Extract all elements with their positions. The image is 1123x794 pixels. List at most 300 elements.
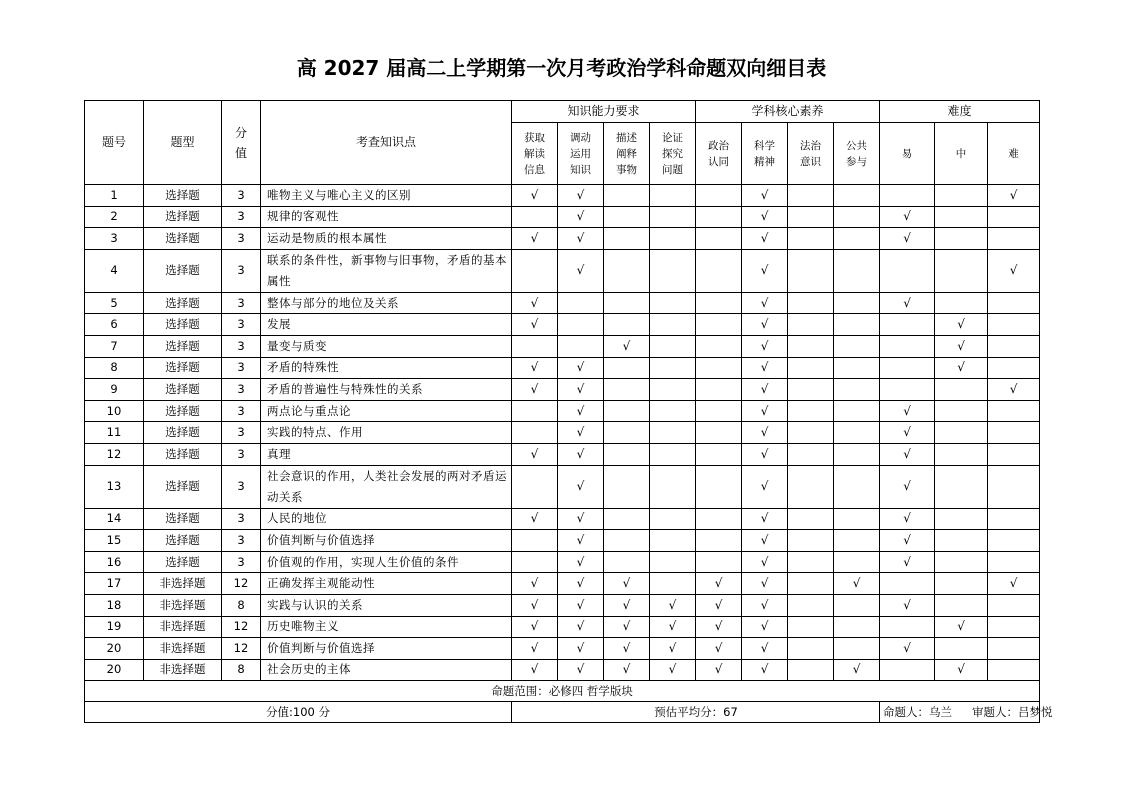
- check-mark: [696, 551, 742, 573]
- header-ability-1: [512, 123, 558, 185]
- check-mark: [696, 508, 742, 530]
- row-knowledge-point: 量变与质变: [261, 335, 512, 357]
- check-mark: [604, 357, 650, 379]
- check-mark: [834, 357, 880, 379]
- header-no: 题号: [85, 101, 144, 185]
- table-row: [85, 573, 1040, 595]
- check-mark: √: [558, 508, 604, 530]
- header-difficulty-1-text: 易: [901, 147, 913, 160]
- check-mark: [604, 314, 650, 336]
- check-mark: [604, 228, 650, 250]
- check-mark: [788, 400, 834, 422]
- table-row: [85, 249, 1040, 292]
- check-mark: [650, 465, 696, 508]
- check-mark: [788, 573, 834, 595]
- check-mark: √: [512, 659, 558, 681]
- row-question-type: 选择题: [144, 400, 222, 422]
- check-mark: √: [696, 659, 742, 681]
- footer-reviewer: 审题人：吕梦悦: [972, 704, 1053, 719]
- row-number: 4: [85, 249, 144, 292]
- check-mark: [696, 530, 742, 552]
- check-mark: [834, 379, 880, 401]
- check-mark: [650, 185, 696, 207]
- check-mark: √: [988, 249, 1040, 292]
- check-mark: √: [558, 659, 604, 681]
- row-knowledge-point: 价值观的作用，实现人生价值的条件: [261, 551, 512, 573]
- check-mark: [604, 400, 650, 422]
- check-mark: √: [742, 616, 788, 638]
- check-mark: √: [834, 573, 880, 595]
- row-score: 8: [222, 594, 261, 616]
- header-difficulty-3-text: 难: [1008, 147, 1019, 160]
- check-mark: [650, 443, 696, 465]
- check-mark: [880, 335, 935, 357]
- check-mark: √: [650, 659, 696, 681]
- check-mark: [935, 465, 988, 508]
- row-question-type: 选择题: [144, 292, 222, 314]
- row-number: 1: [85, 185, 144, 207]
- check-mark: [788, 443, 834, 465]
- check-mark: √: [558, 206, 604, 228]
- check-mark: [512, 335, 558, 357]
- check-mark: [788, 292, 834, 314]
- footer-total: 分值:100 分: [85, 702, 512, 723]
- check-mark: √: [880, 443, 935, 465]
- header-group-literacy: 学科核心素养: [696, 101, 880, 123]
- check-mark: √: [512, 616, 558, 638]
- row-number: 14: [85, 508, 144, 530]
- check-mark: [988, 400, 1040, 422]
- table-row: [85, 357, 1040, 379]
- row-knowledge-point: 价值判断与价值选择: [261, 638, 512, 660]
- header-difficulty-3: [988, 123, 1040, 185]
- check-mark: [788, 335, 834, 357]
- check-mark: [650, 314, 696, 336]
- check-mark: √: [696, 616, 742, 638]
- check-mark: [788, 594, 834, 616]
- check-mark: [696, 292, 742, 314]
- row-score: 3: [222, 228, 261, 250]
- check-mark: [650, 400, 696, 422]
- row-number: 13: [85, 465, 144, 508]
- check-mark: [650, 573, 696, 595]
- check-mark: [604, 292, 650, 314]
- check-mark: [834, 335, 880, 357]
- row-knowledge-point: 发展: [261, 314, 512, 336]
- check-mark: [935, 594, 988, 616]
- table-row: [85, 422, 1040, 444]
- row-question-type: 选择题: [144, 443, 222, 465]
- check-mark: [834, 638, 880, 660]
- check-mark: [788, 185, 834, 207]
- check-mark: [988, 616, 1040, 638]
- row-knowledge-point: 真理: [261, 443, 512, 465]
- header-ability-2: [558, 123, 604, 185]
- check-mark: [988, 228, 1040, 250]
- row-question-type: 选择题: [144, 465, 222, 508]
- row-question-type: 非选择题: [144, 659, 222, 681]
- check-mark: √: [558, 551, 604, 573]
- check-mark: √: [558, 638, 604, 660]
- header-ability-3: [604, 123, 650, 185]
- check-mark: √: [834, 659, 880, 681]
- check-mark: √: [604, 594, 650, 616]
- check-mark: [604, 249, 650, 292]
- footer-author: 命题人：乌兰: [883, 704, 953, 719]
- table-row: [85, 443, 1040, 465]
- check-mark: √: [742, 379, 788, 401]
- check-mark: √: [558, 228, 604, 250]
- row-score: 3: [222, 335, 261, 357]
- row-score: 3: [222, 508, 261, 530]
- check-mark: [988, 638, 1040, 660]
- header-literacy-4: [834, 123, 880, 185]
- check-mark: [788, 228, 834, 250]
- check-mark: [696, 465, 742, 508]
- check-mark: [834, 422, 880, 444]
- check-mark: √: [512, 357, 558, 379]
- check-mark: [988, 206, 1040, 228]
- check-mark: √: [696, 594, 742, 616]
- row-score: 3: [222, 292, 261, 314]
- check-mark: [650, 206, 696, 228]
- check-mark: [696, 206, 742, 228]
- check-mark: [512, 465, 558, 508]
- row-number: 7: [85, 335, 144, 357]
- row-number: 20: [85, 659, 144, 681]
- header-score: [222, 101, 261, 185]
- check-mark: [696, 185, 742, 207]
- specification-table: [84, 100, 1053, 723]
- check-mark: √: [558, 379, 604, 401]
- row-question-type: 选择题: [144, 228, 222, 250]
- header-literacy-2: [742, 123, 788, 185]
- row-score: 3: [222, 443, 261, 465]
- check-mark: [696, 422, 742, 444]
- check-mark: [834, 530, 880, 552]
- check-mark: [696, 314, 742, 336]
- check-mark: √: [558, 443, 604, 465]
- table-row: [85, 465, 1040, 508]
- footer-people: [880, 702, 1053, 723]
- check-mark: √: [558, 594, 604, 616]
- header-score-text: 分值: [234, 125, 247, 160]
- check-mark: [988, 508, 1040, 530]
- row-number: 18: [85, 594, 144, 616]
- check-mark: [880, 185, 935, 207]
- row-knowledge-point: 规律的客观性: [261, 206, 512, 228]
- table-row: [85, 185, 1040, 207]
- table-row: [85, 228, 1040, 250]
- check-mark: [834, 443, 880, 465]
- check-mark: √: [988, 573, 1040, 595]
- check-mark: √: [935, 335, 988, 357]
- row-number: 20: [85, 638, 144, 660]
- header-difficulty-2-text: 中: [955, 147, 967, 160]
- header-ability-4-text: 论证探究问题: [662, 131, 683, 176]
- check-mark: [988, 443, 1040, 465]
- check-mark: [988, 659, 1040, 681]
- row-score: 3: [222, 465, 261, 508]
- check-mark: [650, 551, 696, 573]
- check-mark: [935, 379, 988, 401]
- header-ability-1-text: 获取解读信息: [524, 131, 545, 176]
- check-mark: [512, 551, 558, 573]
- footer-row-scope: [85, 681, 1040, 702]
- row-knowledge-point: 价值判断与价值选择: [261, 530, 512, 552]
- check-mark: √: [650, 616, 696, 638]
- check-mark: √: [935, 357, 988, 379]
- check-mark: [650, 292, 696, 314]
- check-mark: √: [604, 659, 650, 681]
- header-difficulty-2: [935, 123, 988, 185]
- row-score: 12: [222, 638, 261, 660]
- row-number: 15: [85, 530, 144, 552]
- page-title: 高 2027 届高二上学期第一次月考政治学科命题双向细目表: [296, 56, 827, 80]
- table-row: [85, 594, 1040, 616]
- table-row: [85, 314, 1040, 336]
- check-mark: √: [512, 638, 558, 660]
- check-mark: [788, 638, 834, 660]
- row-question-type: 选择题: [144, 185, 222, 207]
- row-score: 3: [222, 185, 261, 207]
- table-row: [85, 379, 1040, 401]
- check-mark: √: [650, 594, 696, 616]
- row-question-type: 选择题: [144, 551, 222, 573]
- header-ability-3-text: 描述阐释事物: [616, 131, 637, 176]
- check-mark: √: [880, 530, 935, 552]
- check-mark: [788, 314, 834, 336]
- row-number: 12: [85, 443, 144, 465]
- row-question-type: 选择题: [144, 206, 222, 228]
- check-mark: √: [880, 508, 935, 530]
- table-row: [85, 292, 1040, 314]
- check-mark: [834, 185, 880, 207]
- check-mark: [834, 292, 880, 314]
- check-mark: √: [604, 638, 650, 660]
- row-number: 16: [85, 551, 144, 573]
- header-literacy-2-text: 科学精神: [754, 139, 776, 168]
- check-mark: [880, 659, 935, 681]
- row-question-type: 选择题: [144, 530, 222, 552]
- check-mark: √: [512, 228, 558, 250]
- check-mark: √: [742, 314, 788, 336]
- check-mark: √: [512, 379, 558, 401]
- check-mark: √: [935, 659, 988, 681]
- header-ability-4: [650, 123, 696, 185]
- check-mark: [834, 314, 880, 336]
- row-number: 17: [85, 573, 144, 595]
- check-mark: [988, 594, 1040, 616]
- check-mark: [988, 422, 1040, 444]
- row-number: 10: [85, 400, 144, 422]
- row-score: 3: [222, 249, 261, 292]
- row-score: 3: [222, 530, 261, 552]
- check-mark: [512, 422, 558, 444]
- check-mark: √: [604, 335, 650, 357]
- check-mark: √: [742, 508, 788, 530]
- row-number: 9: [85, 379, 144, 401]
- check-mark: [880, 379, 935, 401]
- row-question-type: 非选择题: [144, 616, 222, 638]
- footer-average: 预估平均分：67: [512, 702, 880, 723]
- check-mark: √: [742, 638, 788, 660]
- check-mark: [650, 228, 696, 250]
- check-mark: [935, 638, 988, 660]
- check-mark: [696, 379, 742, 401]
- check-mark: √: [742, 530, 788, 552]
- check-mark: √: [742, 551, 788, 573]
- table-row: [85, 400, 1040, 422]
- row-knowledge-point: 社会历史的主体: [261, 659, 512, 681]
- row-knowledge-point: 实践的特点、作用: [261, 422, 512, 444]
- check-mark: √: [742, 573, 788, 595]
- check-mark: √: [558, 185, 604, 207]
- check-mark: √: [742, 185, 788, 207]
- row-knowledge-point: 实践与认识的关系: [261, 594, 512, 616]
- check-mark: [650, 422, 696, 444]
- table-row: [85, 508, 1040, 530]
- check-mark: [935, 185, 988, 207]
- header-literacy-1-text: 政治认同: [708, 139, 730, 168]
- check-mark: [558, 335, 604, 357]
- check-mark: √: [742, 443, 788, 465]
- row-number: 11: [85, 422, 144, 444]
- check-mark: √: [880, 292, 935, 314]
- check-mark: √: [696, 573, 742, 595]
- table-row: [85, 638, 1040, 660]
- check-mark: [834, 249, 880, 292]
- check-mark: [512, 530, 558, 552]
- check-mark: √: [558, 249, 604, 292]
- check-mark: [604, 551, 650, 573]
- row-knowledge-point: 联系的条件性，新事物与旧事物，矛盾的基本属性: [261, 249, 512, 292]
- check-mark: [604, 185, 650, 207]
- check-mark: [834, 465, 880, 508]
- row-question-type: 选择题: [144, 357, 222, 379]
- check-mark: [834, 616, 880, 638]
- row-question-type: 选择题: [144, 335, 222, 357]
- check-mark: [935, 443, 988, 465]
- row-score: 3: [222, 379, 261, 401]
- row-question-type: 非选择题: [144, 594, 222, 616]
- row-number: 5: [85, 292, 144, 314]
- check-mark: [788, 249, 834, 292]
- row-score: 3: [222, 357, 261, 379]
- header-literacy-3: [788, 123, 834, 185]
- table-row: [85, 530, 1040, 552]
- check-mark: [988, 314, 1040, 336]
- row-score: 12: [222, 573, 261, 595]
- check-mark: [935, 292, 988, 314]
- row-knowledge-point: 矛盾的特殊性: [261, 357, 512, 379]
- row-knowledge-point: 矛盾的普遍性与特殊性的关系: [261, 379, 512, 401]
- check-mark: √: [742, 659, 788, 681]
- check-mark: [650, 379, 696, 401]
- check-mark: √: [988, 379, 1040, 401]
- check-mark: [834, 228, 880, 250]
- check-mark: [880, 616, 935, 638]
- check-mark: √: [742, 594, 788, 616]
- row-score: 3: [222, 206, 261, 228]
- row-score: 3: [222, 422, 261, 444]
- check-mark: [604, 379, 650, 401]
- row-knowledge-point: 正确发挥主观能动性: [261, 573, 512, 595]
- row-number: 3: [85, 228, 144, 250]
- check-mark: √: [935, 616, 988, 638]
- check-mark: √: [880, 638, 935, 660]
- check-mark: √: [742, 400, 788, 422]
- check-mark: √: [696, 638, 742, 660]
- row-question-type: 非选择题: [144, 638, 222, 660]
- check-mark: [788, 206, 834, 228]
- check-mark: √: [604, 573, 650, 595]
- check-mark: [696, 335, 742, 357]
- row-number: 19: [85, 616, 144, 638]
- check-mark: √: [880, 400, 935, 422]
- check-mark: [558, 292, 604, 314]
- check-mark: √: [935, 314, 988, 336]
- check-mark: [788, 422, 834, 444]
- row-question-type: 非选择题: [144, 573, 222, 595]
- check-mark: √: [650, 638, 696, 660]
- check-mark: [788, 551, 834, 573]
- row-score: 3: [222, 551, 261, 573]
- check-mark: √: [742, 465, 788, 508]
- check-mark: √: [988, 185, 1040, 207]
- check-mark: [935, 422, 988, 444]
- table-row: [85, 206, 1040, 228]
- check-mark: [834, 551, 880, 573]
- check-mark: [988, 465, 1040, 508]
- row-knowledge-point: 整体与部分的地位及关系: [261, 292, 512, 314]
- check-mark: √: [512, 594, 558, 616]
- row-knowledge-point: 社会意识的作用，人类社会发展的两对矛盾运动关系: [261, 465, 512, 508]
- check-mark: [604, 422, 650, 444]
- check-mark: √: [742, 422, 788, 444]
- check-mark: [988, 551, 1040, 573]
- header-literacy-3-text: 法治意识: [800, 139, 822, 168]
- check-mark: [788, 508, 834, 530]
- check-mark: [935, 508, 988, 530]
- check-mark: [988, 335, 1040, 357]
- check-mark: √: [558, 465, 604, 508]
- header-literacy-1: [696, 123, 742, 185]
- row-number: 2: [85, 206, 144, 228]
- check-mark: √: [742, 249, 788, 292]
- check-mark: √: [512, 292, 558, 314]
- check-mark: [880, 357, 935, 379]
- row-question-type: 选择题: [144, 314, 222, 336]
- check-mark: [834, 400, 880, 422]
- check-mark: √: [742, 206, 788, 228]
- check-mark: [650, 530, 696, 552]
- row-knowledge-point: 运动是物质的根本属性: [261, 228, 512, 250]
- check-mark: √: [512, 508, 558, 530]
- check-mark: [988, 530, 1040, 552]
- check-mark: [935, 228, 988, 250]
- header-type: 题型: [144, 101, 222, 185]
- check-mark: [604, 443, 650, 465]
- check-mark: [935, 249, 988, 292]
- check-mark: √: [880, 228, 935, 250]
- check-mark: √: [558, 400, 604, 422]
- check-mark: √: [512, 314, 558, 336]
- header-literacy-4-text: 公共参与: [846, 139, 868, 168]
- footer-row-info: [85, 702, 1040, 723]
- row-question-type: 选择题: [144, 422, 222, 444]
- row-knowledge-point: 人民的地位: [261, 508, 512, 530]
